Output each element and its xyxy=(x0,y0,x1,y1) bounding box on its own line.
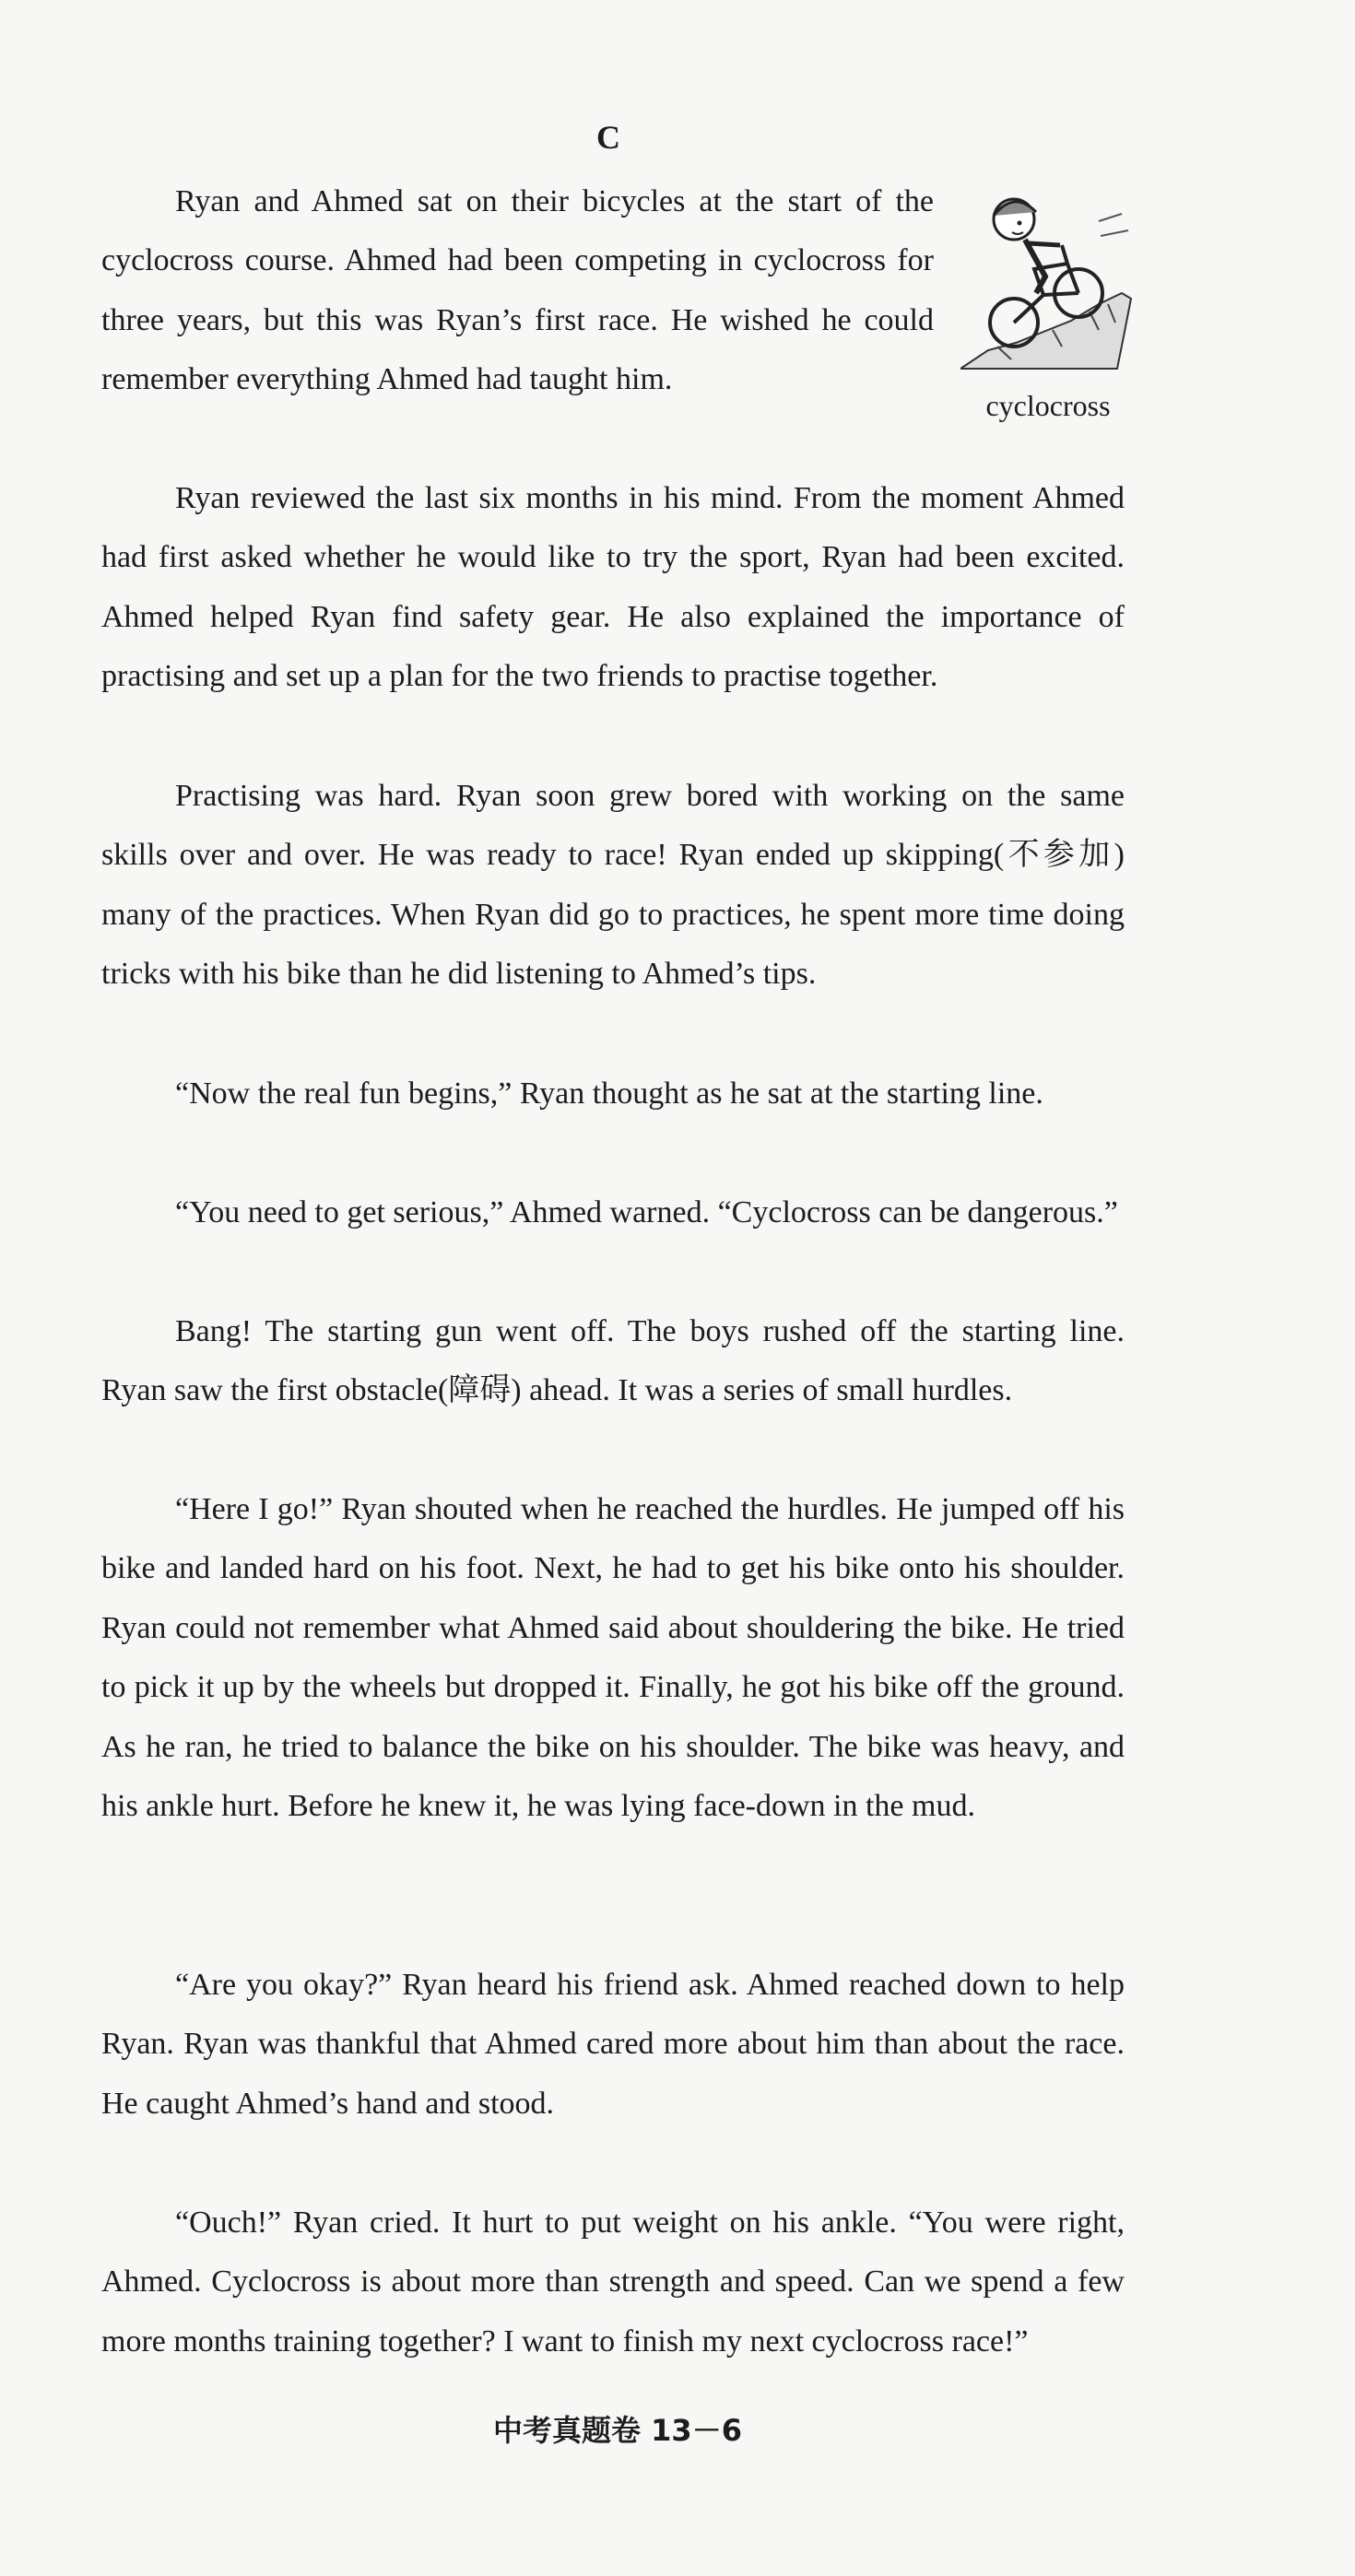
figure-caption: cyclocross xyxy=(985,389,1111,422)
cyclist-illustration xyxy=(960,184,1136,378)
paragraph-8: “Are you okay?” Ryan heard his friend ask. Ahmed reached down to help Ryan. Ryan was thankful that Ahmed cared more about him than about the race. He caught Ahmed’s hand and stood. xyxy=(101,1968,1125,2121)
paragraph-1: Ryan and Ahmed sat on their bicycles at the start of the cyclocross course. Ahmed had been competing in cyclocross for three years, but this was Ryan’s first race. He wished he could remember everything Ahmed had taught him. xyxy=(101,184,934,397)
paragraph-3: Practising was hard. Ryan soon grew bored with working on the same skills over and over. He was ready to race! Ryan ended up skipping(不参加) many of the practices. When Ryan did go to practices, he spent more time doing tricks with his bike than he did listening to Ahmed’s tips. xyxy=(101,779,1125,992)
cyclocross-figure xyxy=(960,184,1136,433)
paragraph-9: “Ouch!” Ryan cried. It hurt to put weight on his ankle. “You were right, Ahmed. Cyclocross is about more than strength and speed. Can we spend a few more months training together? I want to finish my next cyclocross race!” xyxy=(101,2205,1125,2358)
section-heading: C xyxy=(596,119,620,156)
page-footer: 中考真题卷 13－6 xyxy=(493,2413,742,2448)
paragraph-5: “You need to get serious,” Ahmed warned. “Cyclocross can be dangerous.” xyxy=(175,1195,1118,1229)
paragraph-6: Bang! The starting gun went off. The boys rushed off the starting line. Ryan saw the first obstacle(障碍) ahead. It was a series of small hurdles. xyxy=(101,1314,1125,1408)
paragraph-7: “Here I go!” Ryan shouted when he reached the hurdles. He jumped off his bike and landed hard on his foot. Next, he had to get his bike onto his shoulder. Ryan could not remember what Ahmed said about shouldering the bike. He tried to pick it up by the wheels but dropped it. Finally, he got his bike off the ground. As he ran, he tried to balance the bike on his shoulder. The bike was heavy, and his ankle hurt. Before he knew it, he was lying face-down in the mud. xyxy=(101,1492,1125,1824)
paragraph-2: Ryan reviewed the last six months in his mind. From the moment Ahmed had first asked whether he would like to try the sport, Ryan had been excited. Ahmed helped Ryan find safety gear. He also explained the importance of practising and set up a plan for the two friends to practise together. xyxy=(101,481,1125,694)
paragraph-4: “Now the real fun begins,” Ryan thought as he sat at the starting line. xyxy=(175,1076,1043,1111)
